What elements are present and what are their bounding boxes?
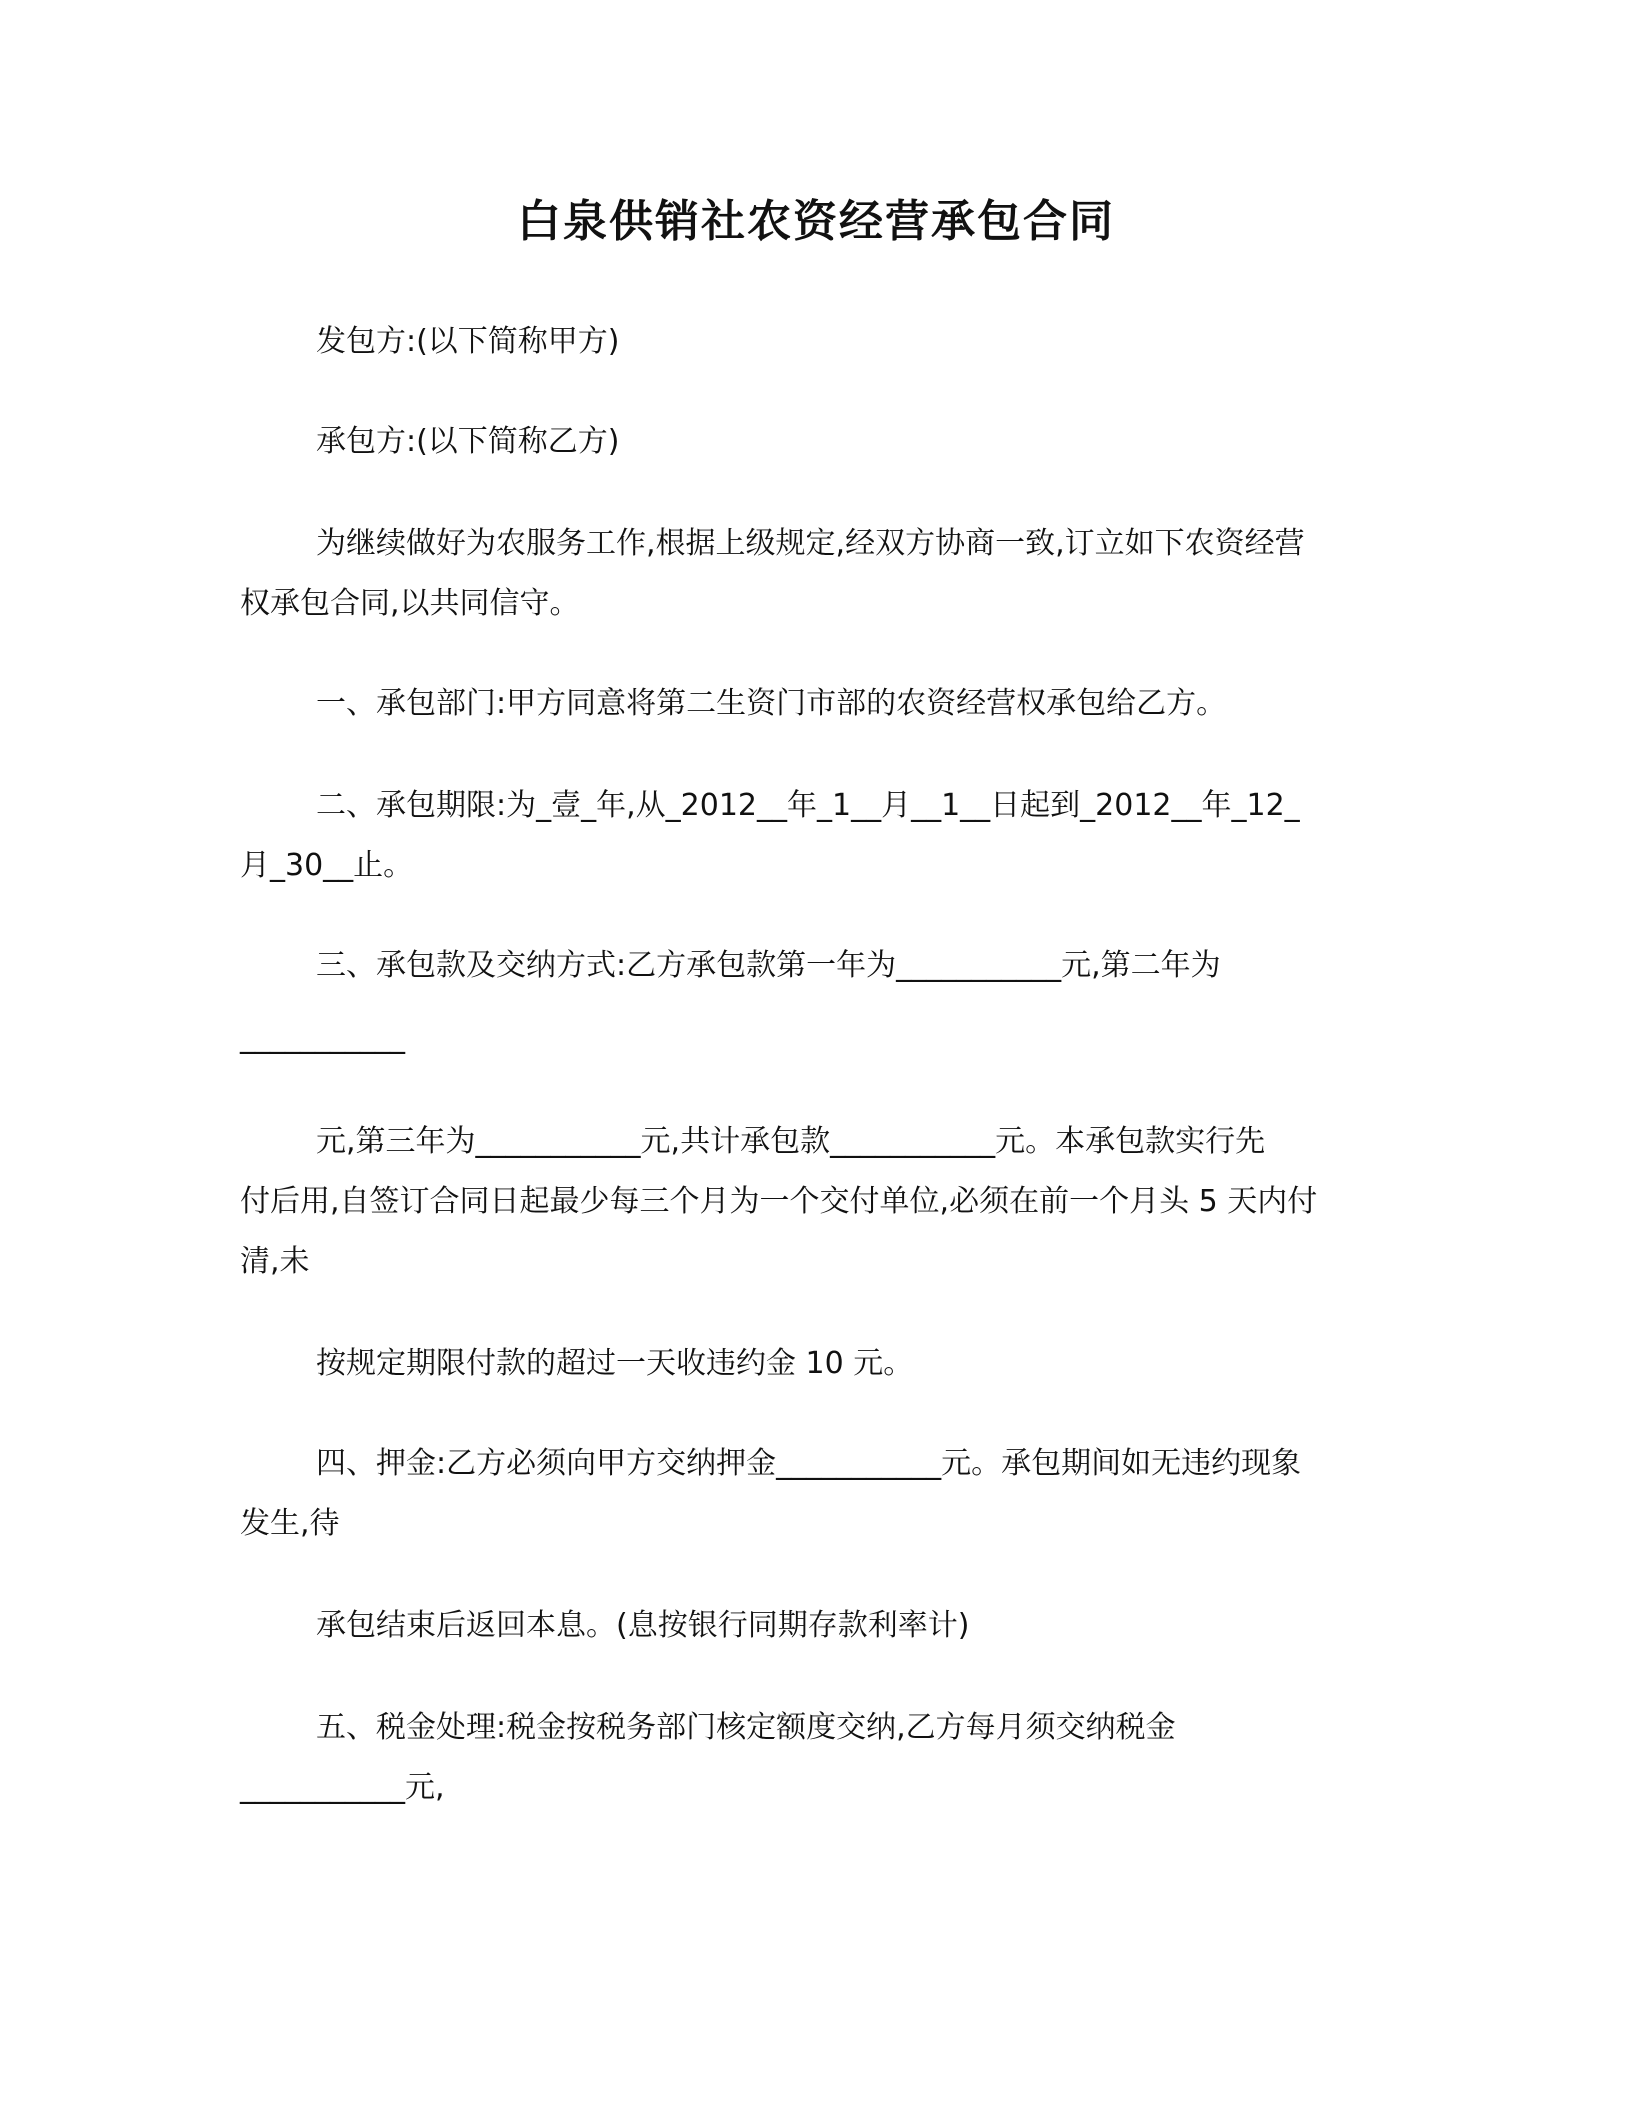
clause-1: 一、承包部门:甲方同意将第二生资门市部的农资经营权承包给乙方。 <box>316 686 1227 721</box>
clause-3-line-3: 元,第三年为___________元,共计承包款___________元。本承包款实行先 <box>316 1124 1266 1159</box>
clause-2-line-1: 二、承包期限:为_壹_年,从_2012__年_1__月__1__日起到_2012__年_12_ <box>316 788 1300 823</box>
clause-3-line-1: 三、承包款及交纳方式:乙方承包款第一年为___________元,第二年为 <box>316 948 1221 983</box>
party-a-line: 发包方:(以下简称甲方) <box>316 324 620 359</box>
clause-3-line-4: 付后用,自签订合同日起最少每三个月为一个交付单位,必须在前一个月头 5 天内付 <box>240 1184 1318 1219</box>
clause-3-line-5: 清,未 <box>240 1244 310 1279</box>
intro-line-2: 权承包合同,以共同信守。 <box>240 586 580 621</box>
clause-5-line-2: ___________元, <box>240 1770 445 1805</box>
intro-line-1: 为继续做好为农服务工作,根据上级规定,经双方协商一致,订立如下农资经营 <box>316 526 1305 561</box>
document-title: 白泉供销社农资经营承包合同 <box>517 196 1115 247</box>
clause-3-line-2: ___________ <box>240 1020 405 1055</box>
clause-4-line-2: 发生,待 <box>240 1506 340 1541</box>
clause-4-line-3: 承包结束后返回本息。(息按银行同期存款利率计) <box>316 1608 970 1643</box>
clause-5-line-1: 五、税金处理:税金按税务部门核定额度交纳,乙方每月须交纳税金 <box>316 1710 1176 1745</box>
clause-3-line-6: 按规定期限付款的超过一天收违约金 10 元。 <box>316 1346 914 1381</box>
clause-2-line-2: 月_30__止。 <box>240 848 414 883</box>
clause-4-line-1: 四、押金:乙方必须向甲方交纳押金___________元。承包期间如无违约现象 <box>316 1446 1302 1481</box>
party-b-line: 承包方:(以下简称乙方) <box>316 424 620 459</box>
